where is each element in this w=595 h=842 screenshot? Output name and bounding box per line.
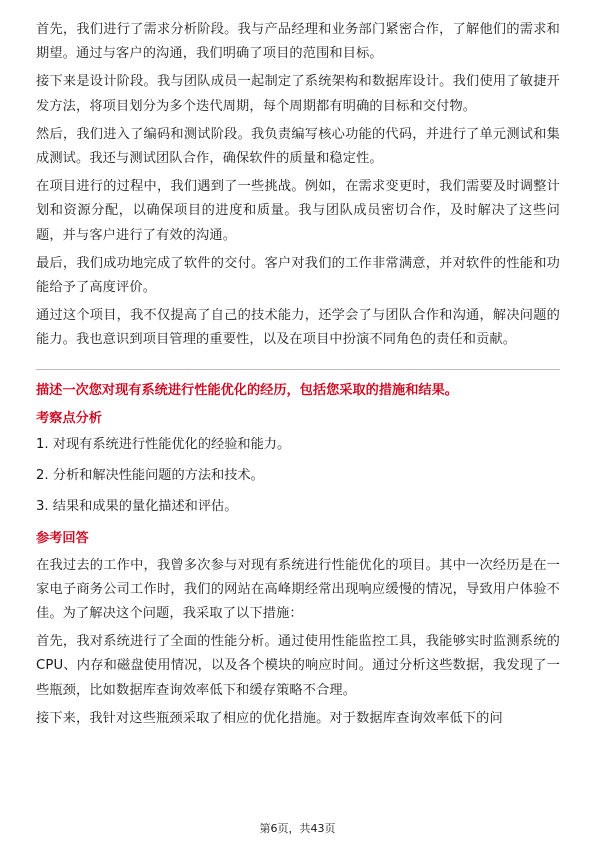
paragraph-coding-testing: 然后，我们进入了编码和测试阶段。我负责编写核心功能的代码，并进行了单元测试和集成测试。我还与测试团队合作，确保软件的质量和稳定性。 — [36, 126, 560, 167]
paragraph-requirements: 首先，我们进行了需求分析阶段。我与产品经理和业务部门紧密合作，了解他们的需求和期望。通过与客户的沟通，我们明确了项目的范围和目标。 — [36, 22, 560, 62]
document-page — [36, 18, 560, 735]
analysis-heading: 考察点分析 — [36, 410, 102, 426]
answer-paragraph-intro: 在我过去的工作中，我曾多次参与对现有系统进行性能优化的项目。其中一次经历是在一家电子商务公司工作时，我们的网站在高峰期经常出现响应缓慢的情况，导致用户体验不佳。为了解决这个问题，我采取了以下措施： — [36, 557, 560, 622]
paragraph-design: 接下来是设计阶段。我与团队成员一起制定了系统架构和数据库设计。我们使用了敏捷开发方法，将项目划分为多个迭代周期，每个周期都有明确的目标和交付物。 — [36, 74, 560, 114]
page-number: 第6页，共43页 — [259, 822, 336, 835]
analysis-item: 1. 对现有系统进行性能优化的经验和能力。 — [36, 436, 291, 452]
paragraph-challenges: 在项目进行的过程中，我们遇到了一些挑战。例如，在需求变更时，我们需要及时调整计划和资源分配，以确保项目的进度和质量。我与团队成员密切合作，及时解决了这些问题，并与客户进行了有效的沟通。 — [36, 179, 560, 243]
section-divider — [36, 369, 560, 370]
answer-paragraph-optimization: 接下来，我针对这些瓶颈采取了相应的优化措施。对于数据库查询效率低下的问 — [36, 710, 503, 726]
question-title: 描述一次您对现有系统进行性能优化的经历，包括您采取的措施和结果。 — [36, 382, 458, 398]
answer-paragraph-analysis: 首先，我对系统进行了全面的性能分析。通过使用性能监控工具，我能够实时监测系统的CPU、内存和磁盘使用情况，以及各个模块的响应时间。通过分析这些数据，我发现了一些瓶颈，比如数据库查询效率低下和缓存策略不合理。 — [36, 634, 560, 698]
analysis-item: 2. 分析和解决性能问题的方法和技术。 — [36, 467, 264, 483]
paragraph-summary: 通过这个项目，我不仅提高了自己的技术能力，还学会了与团队合作和沟通，解决问题的能力。我也意识到项目管理的重要性，以及在项目中扮演不同角色的责任和贡献。 — [36, 308, 560, 348]
paragraph-delivery: 最后，我们成功地完成了软件的交付。客户对我们的工作非常满意，并对软件的性能和功能给予了高度评价。 — [36, 255, 560, 296]
analysis-item: 3. 结果和成果的量化描述和评估。 — [36, 498, 238, 514]
answer-heading: 参考回答 — [36, 530, 89, 546]
